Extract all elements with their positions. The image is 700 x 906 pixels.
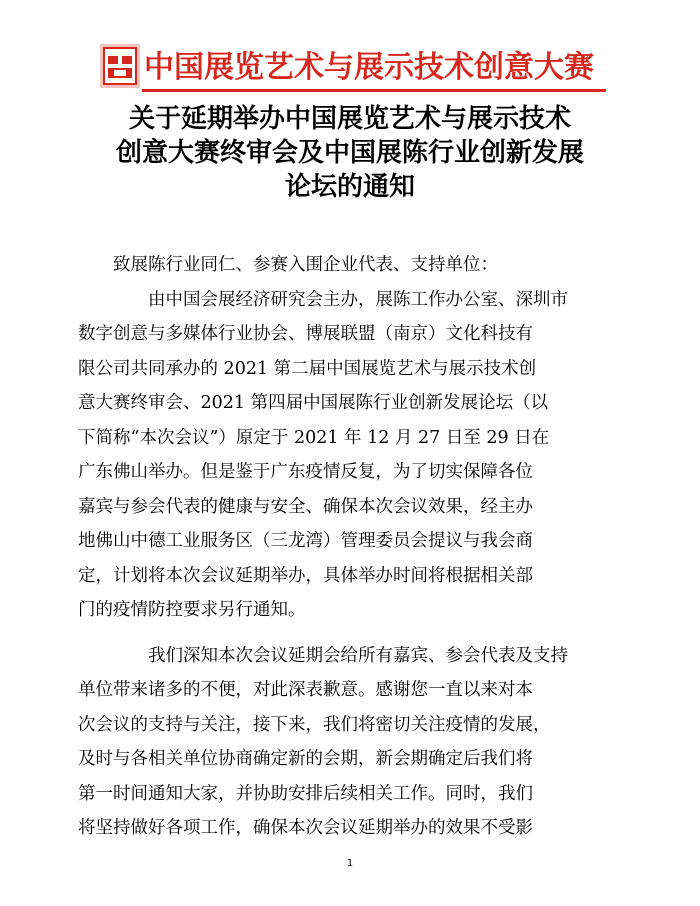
paragraph-2-line: 第一时间通知大家，并协助安排后续相关工作。同时，我们 [78, 783, 533, 804]
paragraph-1-line: 地佛山中德工业服务区（三龙湾）管理委员会提议与我会商 [78, 531, 533, 551]
title-line-1: 关于延期举办中国展览艺术与展示技术 [128, 104, 571, 134]
title-line-2: 创意大赛终审会及中国展陈行业创新发展 [115, 138, 584, 168]
paragraph-1-line: 嘉宾与参会代表的健康与安全、确保本次会议效果，经主办 [78, 496, 533, 517]
paragraph-1-line: 定，计划将本次会议延期举办，具体举办时间将根据相关部 [78, 565, 533, 586]
contest-logo-icon [98, 42, 142, 90]
paragraph-1-line: 数字创意与多媒体行业协会、博展联盟（南京）文化科技有 [78, 324, 533, 344]
notice-body [78, 248, 591, 846]
paragraph-1-line: 由中国会展经济研究会主办，展陈工作办公室、深圳市 [148, 289, 568, 310]
paragraph-1 [78, 283, 591, 628]
page-number: 1 [346, 858, 354, 869]
paragraph-2-line: 单位带来诸多的不便，对此深表歉意。感谢您一直以来对本 [78, 680, 533, 700]
paragraph-2-line: 我们深知本次会议延期会给所有嘉宾、参会代表及支持 [148, 645, 568, 666]
paragraph-1-line: 广东佛山举办。但是鉴于广东疫情反复，为了切实保障各位 [78, 462, 533, 482]
salutation: 致展陈行业同仁、参赛入围企业代表、支持单位： [113, 255, 498, 275]
banner-title: 中国展览艺术与展示技术创意大赛 [144, 50, 594, 85]
title-line-3: 论坛的通知 [284, 172, 415, 202]
header-banner [98, 42, 608, 94]
paragraph-2 [78, 639, 591, 846]
paragraph-2-line: 次会议的支持与关注，接下来，我们将密切关注疫情的发展， [78, 714, 551, 735]
notice-title [80, 102, 620, 204]
paragraph-1-line: 限公司共同承办的 2021 第二届中国展览艺术与展示技术创 [78, 358, 537, 379]
paragraph-1-line: 下简称“本次会议”）原定于 2021 年 12 月 27 日至 29 日在 [78, 427, 550, 448]
banner-underline [142, 89, 606, 92]
paragraph-1-line: 意大赛终审会、2021 第四届中国展陈行业创新发展论坛（以 [78, 393, 549, 413]
paragraph-2-line: 将坚持做好各项工作，确保本次会议延期举办的效果不受影 [78, 818, 533, 838]
paragraph-1-line: 门的疫情防控要求另行通知。 [78, 600, 306, 620]
paragraph-2-line: 及时与各相关单位协商确定新的会期，新会期确定后我们将 [78, 749, 533, 769]
